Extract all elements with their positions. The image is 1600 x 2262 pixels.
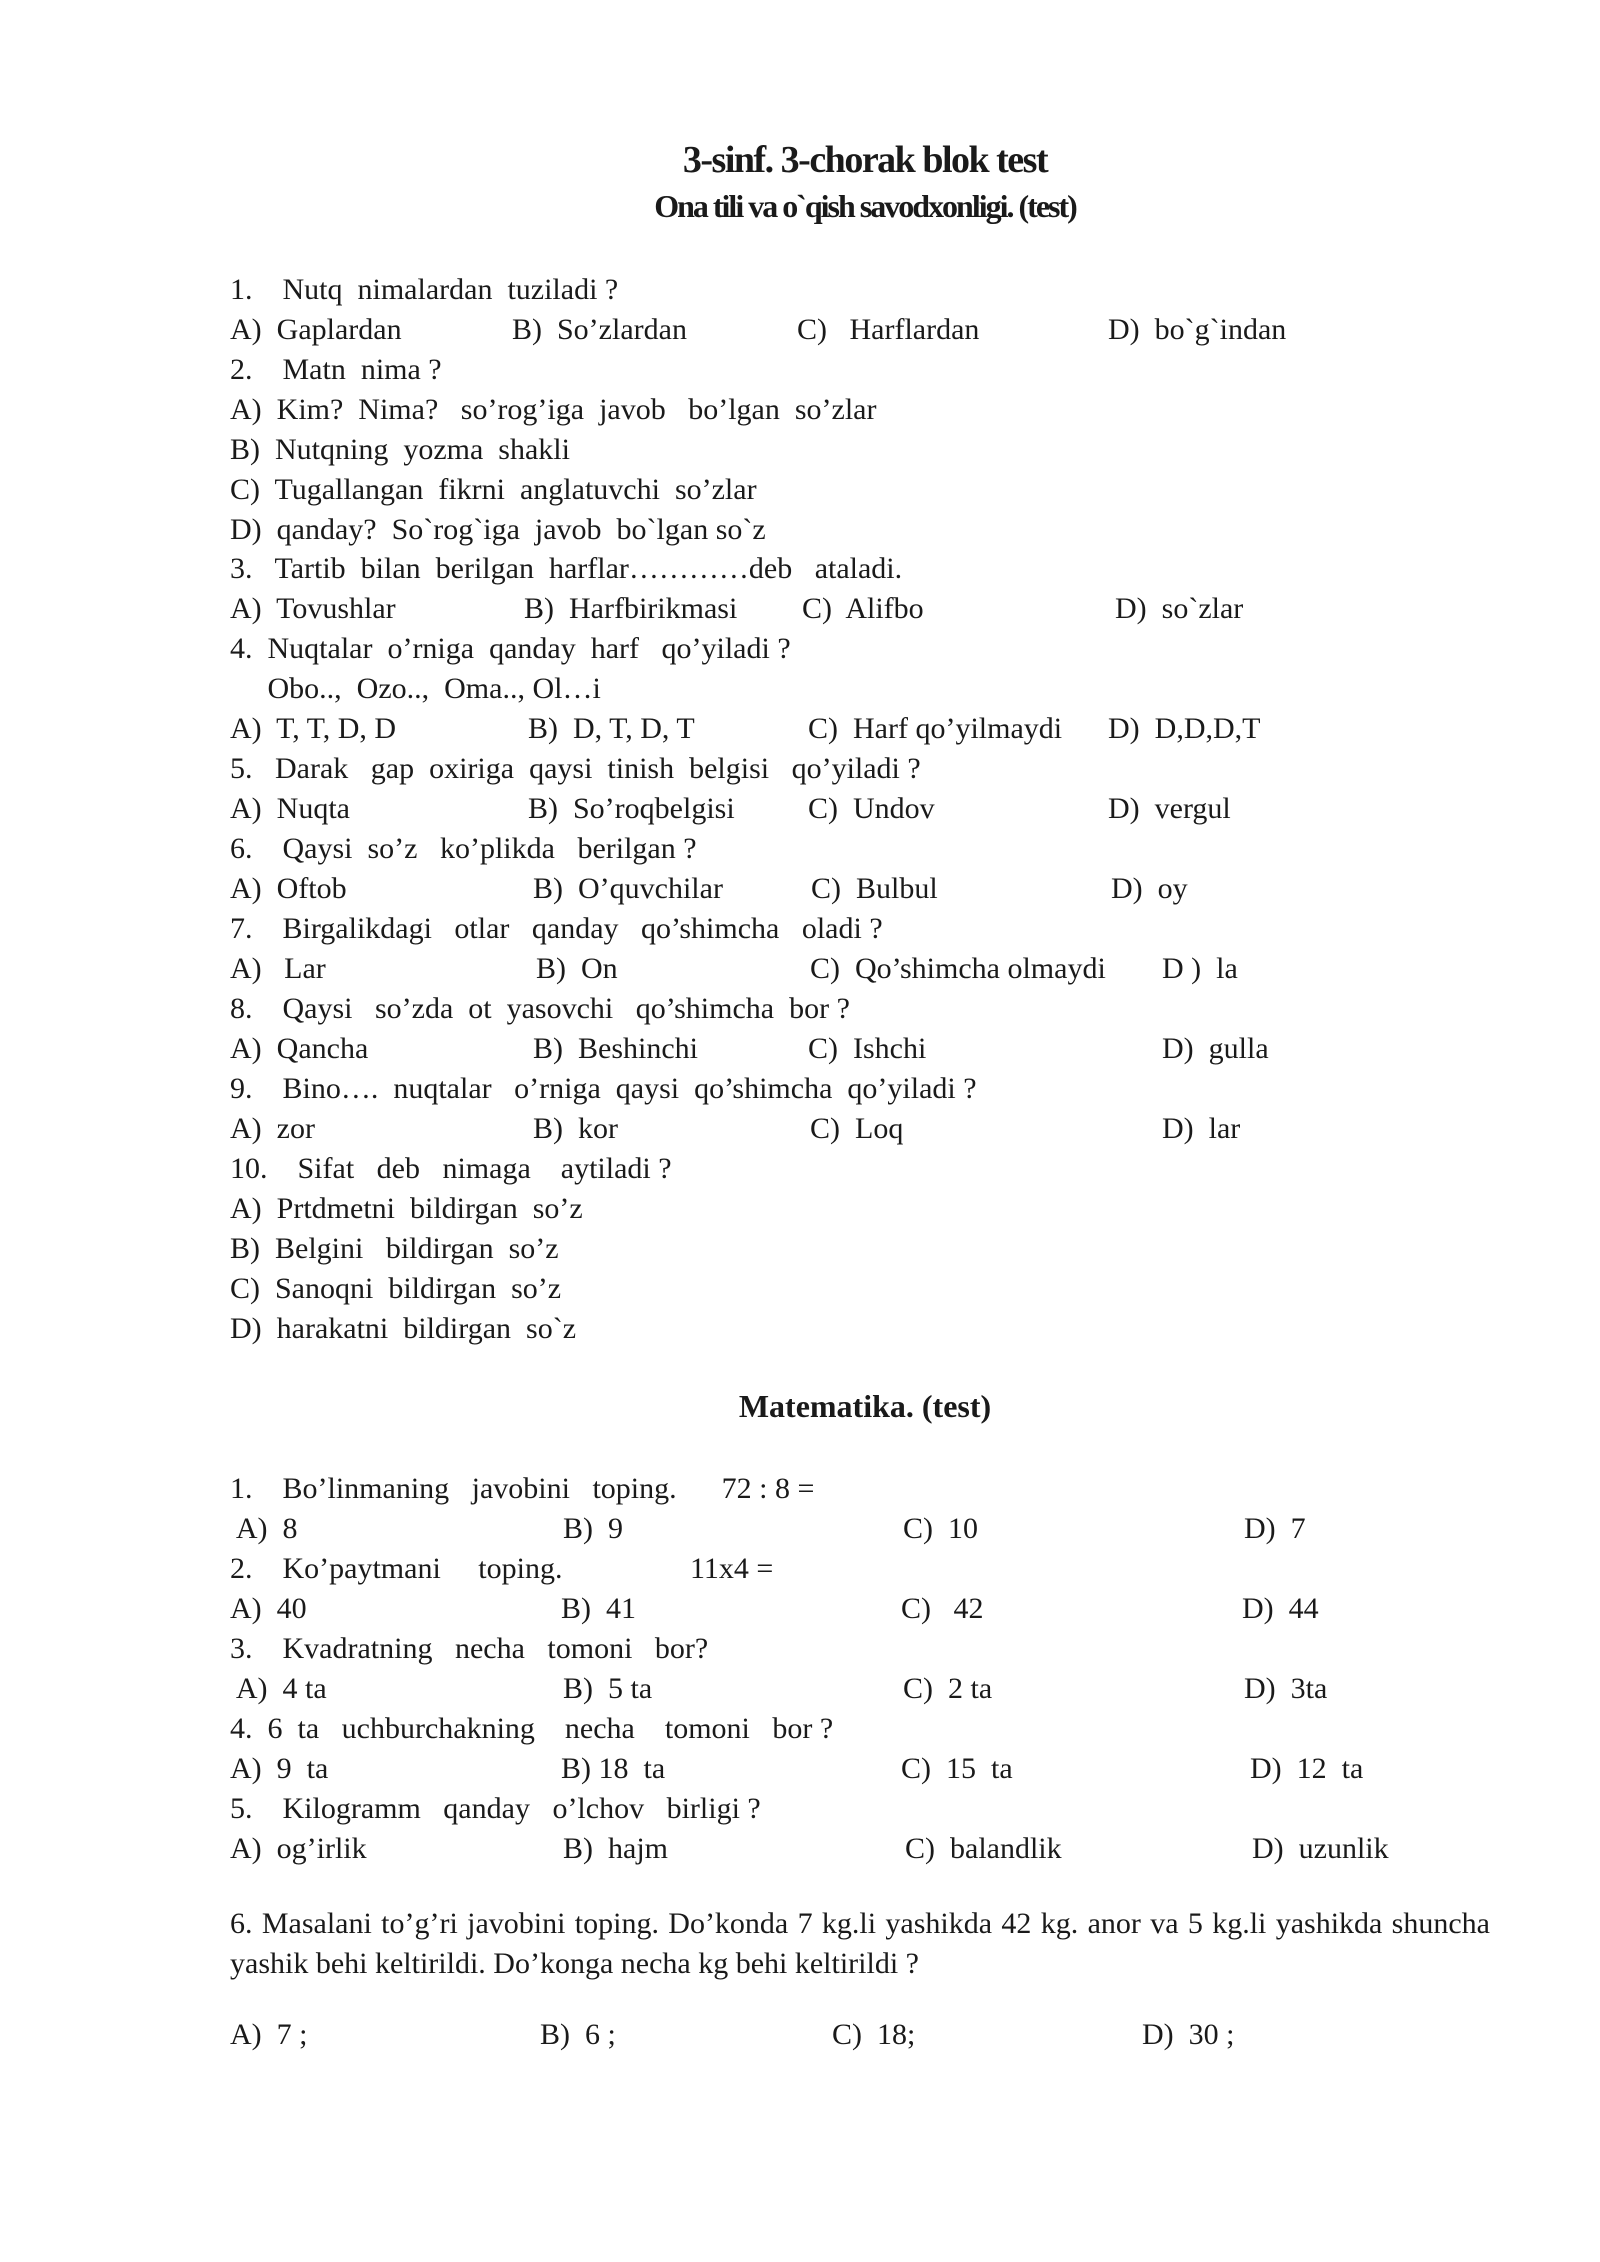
math-q3-option-c: C) 2 ta [903,1672,993,1705]
page-title: 3-sinf. 3-chorak blok test [682,139,1048,181]
q5-option-b: B) So’roqbelgisi [528,792,735,825]
math-q3-option-a: A) 4 ta [230,1672,327,1705]
math-q4-option-d: D) 12 ta [1250,1752,1364,1785]
q2-option-d: D) qanday? So`rog`iga javob bo`lgan so`z [230,513,766,546]
question-5: 5. Darak gap oxiriga qaysi tinish belgisi qo’yiladi ? [230,752,921,785]
q5-option-d: D) vergul [1108,792,1231,825]
math-q1-option-d: D) 7 [1244,1512,1306,1545]
q8-option-c: C) Ishchi [808,1032,927,1065]
q1-option-c: C) Harflardan [797,313,980,346]
q10-option-c: C) Sanoqni bildirgan so’z [230,1272,562,1305]
q3-option-c: C) Alifbo [802,592,924,625]
q5-option-a: A) Nuqta [230,792,350,825]
q2-option-c: C) Tugallangan fikrni anglatuvchi so’zlar [230,473,757,506]
math-q4-option-a: A) 9 ta [230,1752,329,1785]
math-q6-option-b: B) 6 ; [540,2018,616,2051]
math-q1-option-a: A) 8 [230,1512,298,1545]
q1-option-b: B) So’zlardan [512,313,687,346]
q7-option-b: B) On [536,952,618,985]
q10-option-a: A) Prtdmetni bildirgan so’z [230,1192,583,1225]
q5-option-c: C) Undov [808,792,935,825]
question-3: 3. Tartib bilan berilgan harflar…………deb ataladi. [230,552,903,585]
math-q6-option-d: D) 30 ; [1142,2018,1235,2051]
math-question-1: 1. Bo’linmaning javobini toping. 72 : 8 = [230,1472,815,1505]
q3-option-a: A) Tovushlar [230,592,396,625]
math-question-5: 5. Kilogramm qanday o’lchov birligi ? [230,1792,761,1825]
q4-option-b: B) D, T, D, T [528,712,695,745]
page-subtitle: Ona tili va o`qish savodxonligi. (test) [654,188,1076,224]
math-question-2: 2. Ko’paytmani toping. 11x4 = [230,1552,774,1585]
math-q2-option-a: A) 40 [230,1592,307,1625]
math-section-title: Matematika. (test) [738,1388,992,1424]
q2-option-a: A) Kim? Nima? so’rog’iga javob bo’lgan so’zlar [230,393,877,426]
question-1: 1. Nutq nimalardan tuziladi ? [230,273,619,306]
q4-option-a: A) T, T, D, D [230,712,397,745]
math-q2-option-d: D) 44 [1242,1592,1319,1625]
q6-option-c: C) Bulbul [811,872,938,905]
question-8: 8. Qaysi so’zda ot yasovchi qo’shimcha bor ? [230,992,850,1025]
math-q4-option-b: B) 18 ta [561,1752,666,1785]
math-q2-option-c: C) 42 [901,1592,984,1625]
q10-option-d: D) harakatni bildirgan so`z [230,1312,577,1345]
math-question-4: 4. 6 ta uchburchakning necha tomoni bor ? [230,1712,834,1745]
q8-option-a: A) Qancha [230,1032,369,1065]
q4-option-d: D) D,D,D,T [1108,712,1261,745]
math-q5-option-a: A) og’irlik [230,1832,367,1865]
math-q5-option-b: B) hajm [563,1832,668,1865]
math-q4-option-c: C) 15 ta [901,1752,1013,1785]
math-question-3: 3. Kvadratning necha tomoni bor? [230,1632,709,1665]
q7-option-c: C) Qo’shimcha olmaydi [810,952,1106,985]
q2-option-b: B) Nutqning yozma shakli [230,433,570,466]
math-q1-option-c: C) 10 [903,1512,978,1545]
q6-option-b: B) O’quvchilar [533,872,723,905]
q7-option-a: A) Lar [230,952,326,985]
question-2: 2. Matn nima ? [230,353,442,386]
q3-option-d: D) so`zlar [1115,592,1244,625]
q6-option-a: A) Oftob [230,872,347,905]
question-4: 4. Nuqtalar o’rniga qanday harf qo’yiladi ? [230,632,791,665]
math-q6-option-c: C) 18; [832,2018,916,2051]
q9-option-a: A) zor [230,1112,315,1145]
question-10: 10. Sifat deb nimaga aytiladi ? [230,1152,672,1185]
q1-option-d: D) bo`g`indan [1108,313,1287,346]
question-7: 7. Birgalikdagi otlar qanday qo’shimcha oladi ? [230,912,883,945]
q8-option-b: B) Beshinchi [533,1032,698,1065]
question-9: 9. Bino…. nuqtalar o’rniga qaysi qo’shimcha qo’yiladi ? [230,1072,977,1105]
q4-option-c: C) Harf qo’yilmaydi [808,712,1063,745]
question-4-words: Obo.., Ozo.., Oma.., Ol…i [230,672,601,705]
math-q2-option-b: B) 41 [561,1592,636,1625]
q6-option-d: D) oy [1111,872,1188,905]
math-q5-option-d: D) uzunlik [1252,1832,1389,1865]
q10-option-b: B) Belgini bildirgan so’z [230,1232,559,1265]
q8-option-d: D) gulla [1162,1032,1269,1065]
q9-option-c: C) Loq [810,1112,904,1145]
q9-option-b: B) kor [533,1112,618,1145]
math-question-6: 6. Masalani to’g’ri javobini toping. Do’konda 7 kg.li yashikda 42 kg. anor va 5 kg.li yashikda shuncha yashik behi keltirildi. Do’konga necha kg behi keltirildi ? [230,1907,1490,1980]
math-q5-option-c: C) balandlik [905,1832,1062,1865]
math-q1-option-b: B) 9 [563,1512,623,1545]
math-q6-option-a: A) 7 ; [230,2018,308,2051]
math-q3-option-b: B) 5 ta [563,1672,653,1705]
question-6: 6. Qaysi so’z ko’plikda berilgan ? [230,832,697,865]
q3-option-b: B) Harfbirikmasi [524,592,738,625]
math-q3-option-d: D) 3ta [1244,1672,1328,1705]
q9-option-d: D) lar [1162,1112,1241,1145]
q7-option-d: D ) la [1162,952,1238,985]
q1-option-a: A) Gaplardan [230,313,402,346]
